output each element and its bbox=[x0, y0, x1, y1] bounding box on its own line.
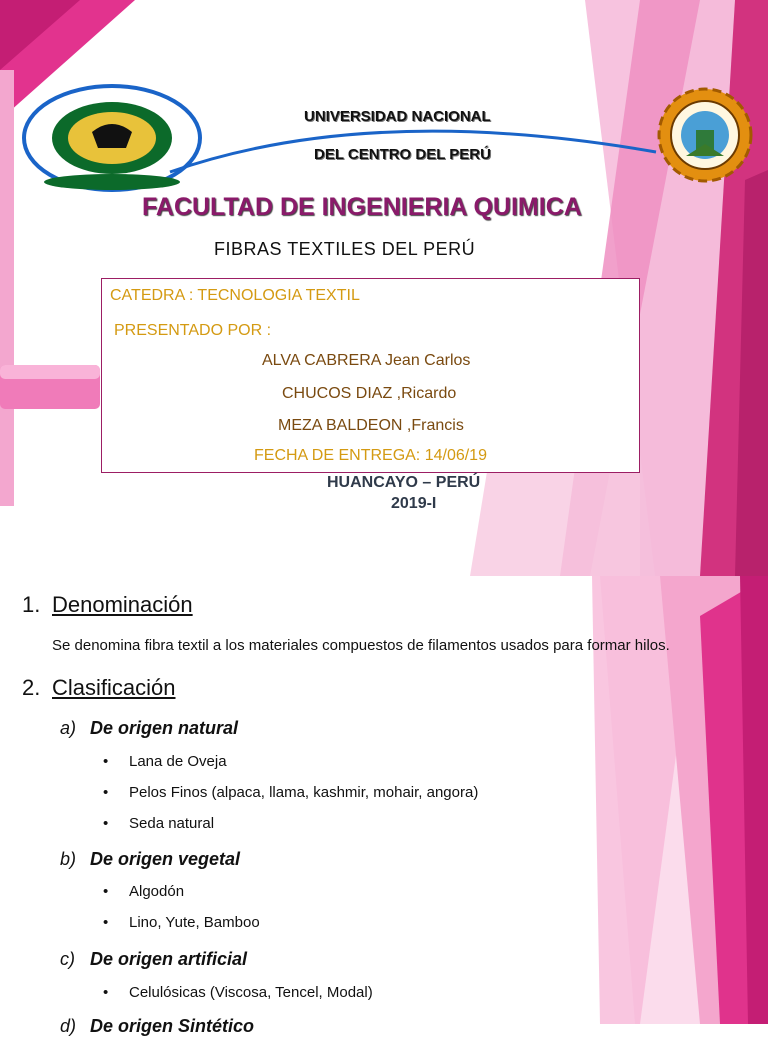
section-1-number: 1. bbox=[22, 592, 41, 617]
bullet-icon: • bbox=[103, 784, 109, 801]
bullet-icon: • bbox=[103, 815, 109, 832]
group-c-heading bbox=[60, 949, 247, 970]
presented-by-label: PRESENTADO POR : bbox=[114, 322, 272, 339]
group-a-title: De origen natural bbox=[90, 718, 239, 738]
list-item: • Pelos Finos (alpaca, llama, kashmir, mohair, angora) bbox=[103, 784, 479, 801]
author-2: CHUCOS DIAZ ,Ricardo bbox=[282, 385, 457, 402]
author-3: MEZA BALDEON ,Francis bbox=[278, 417, 464, 434]
group-b-heading bbox=[60, 849, 240, 870]
group-c-title: De origen artificial bbox=[90, 949, 248, 969]
bullet-icon: • bbox=[103, 753, 109, 770]
group-b-title: De origen vegetal bbox=[90, 849, 241, 869]
author-1: ALVA CABRERA Jean Carlos bbox=[262, 352, 471, 369]
year-text: 2019-I bbox=[391, 495, 437, 512]
group-a-letter: a) bbox=[60, 718, 77, 738]
university-logo-left bbox=[20, 82, 660, 202]
list-item: • Lana de Oveja bbox=[103, 753, 227, 770]
section-2-title: Clasificación bbox=[52, 675, 176, 700]
catedra-line: CATEDRA : TECNOLOGIA TEXTIL bbox=[110, 287, 360, 304]
place-text: HUANCAYO – PERÚ bbox=[327, 474, 481, 491]
group-d-title: De origen Sintético bbox=[90, 1016, 255, 1036]
group-b-letter: b) bbox=[60, 849, 77, 869]
university-name-line2: DEL CENTRO DEL PERÚ bbox=[314, 146, 491, 163]
info-box bbox=[101, 278, 640, 473]
section-2-number: 2. bbox=[22, 675, 41, 700]
bullet-icon: • bbox=[103, 984, 109, 1001]
content-slide bbox=[0, 576, 768, 1036]
university-name-line1: UNIVERSIDAD NACIONAL bbox=[304, 108, 491, 125]
delivery-date: FECHA DE ENTREGA: 14/06/19 bbox=[254, 447, 487, 464]
group-d-letter: d) bbox=[60, 1016, 77, 1036]
document-subtitle: FIBRAS TEXTILES DEL PERÚ bbox=[214, 239, 476, 259]
group-a-heading bbox=[60, 718, 238, 739]
faculty-logo-right bbox=[656, 86, 754, 184]
section-1-title: Denominación bbox=[52, 592, 193, 617]
section-1-heading bbox=[22, 592, 193, 618]
list-item: • Lino, Yute, Bamboo bbox=[103, 914, 260, 931]
section-1-text: Se denomina fibra textil a los materiales compuestos de filamentos usados para formar hilos. bbox=[52, 637, 670, 654]
group-d-heading bbox=[60, 1016, 254, 1037]
bullet-icon: • bbox=[103, 914, 109, 931]
group-c-letter: c) bbox=[60, 949, 75, 969]
list-item: • Celulósicas (Viscosa, Tencel, Modal) bbox=[103, 984, 373, 1001]
bullet-icon: • bbox=[103, 883, 109, 900]
list-item: • Seda natural bbox=[103, 815, 215, 832]
section-2-heading bbox=[22, 675, 176, 701]
faculty-title: FACULTAD DE INGENIERIA QUIMICA bbox=[142, 193, 582, 221]
list-item: • Algodón bbox=[103, 883, 185, 900]
